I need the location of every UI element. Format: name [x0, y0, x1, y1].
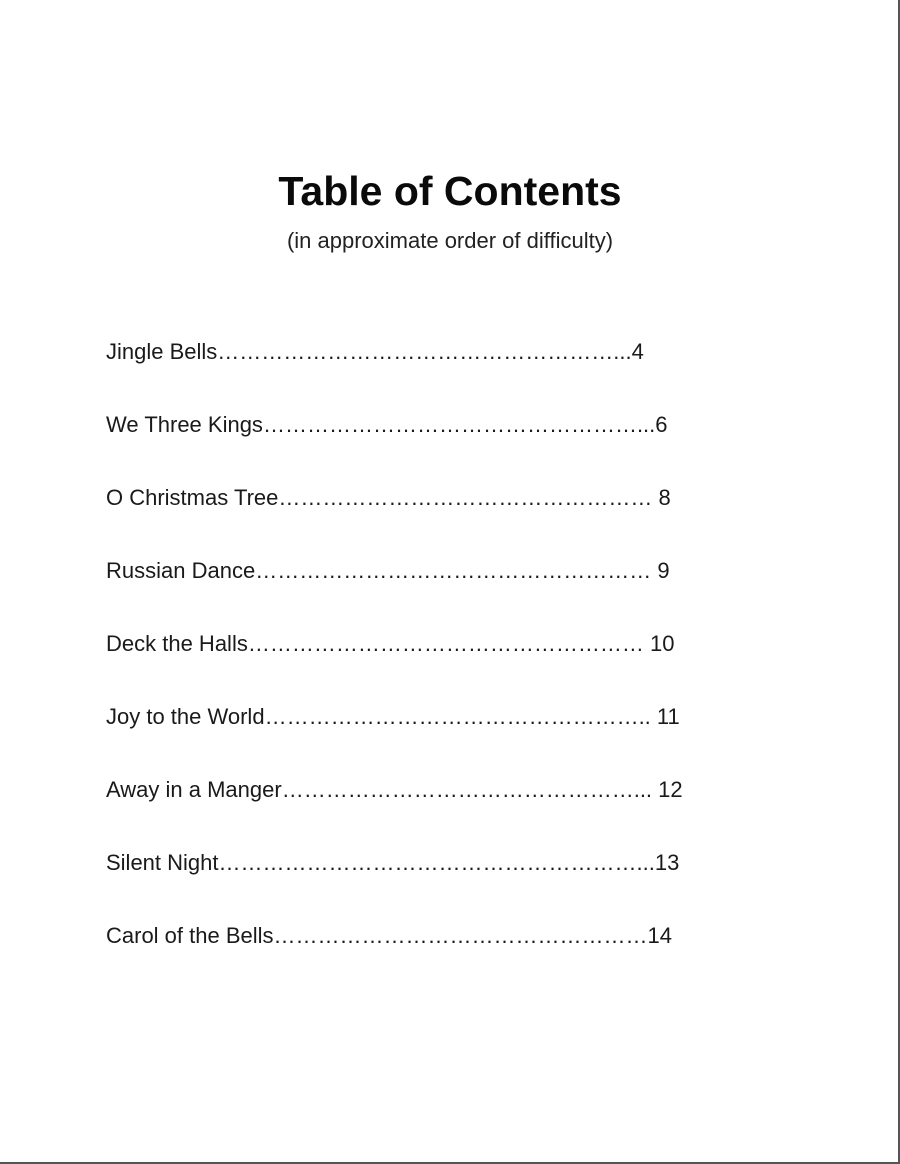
toc-entry-label: Jingle Bells — [106, 339, 218, 364]
toc-entry-page: 12 — [658, 777, 683, 802]
toc-entry — [106, 774, 806, 847]
toc-entry-page: 13 — [654, 850, 680, 875]
toc-entry-leader: ………………………………………………... — [217, 339, 632, 364]
toc-entry-label: Joy to the World — [106, 704, 265, 729]
page-title: Table of Contents — [278, 168, 622, 214]
toc-entry-leader: ……………………………………………… — [255, 558, 658, 583]
toc-entry-leader: …………………………………………………... — [218, 850, 655, 875]
toc-entry-leader: …………………………………………… — [278, 485, 659, 510]
toc-entry-label: Russian Dance — [106, 558, 256, 583]
toc-entry-page: 4 — [631, 339, 644, 364]
toc-entry — [106, 847, 806, 920]
toc-entry-page: 11 — [656, 704, 680, 729]
toc-entry-label: O Christmas Tree — [106, 485, 279, 510]
toc-entry-page: 10 — [649, 631, 675, 656]
toc-entry-leader: …………………………………………... — [281, 777, 659, 802]
toc-entry — [106, 482, 806, 555]
toc-entry-page: 8 — [658, 485, 671, 510]
toc-entry-page: 14 — [647, 923, 673, 948]
toc-entry-label: We Three Kings — [106, 412, 263, 437]
toc-entry — [106, 628, 806, 701]
toc-entry-page: 6 — [655, 412, 668, 437]
toc-entry-label: Away in a Manger — [106, 777, 282, 802]
toc-entry-leader: ……………………………………………… — [247, 631, 650, 656]
toc-entry-label: Carol of the Bells — [106, 923, 274, 948]
toc-entry-leader: ……………………………………………... — [262, 412, 656, 437]
toc-entry — [106, 409, 806, 482]
toc-entry — [106, 701, 806, 774]
toc-entry — [106, 336, 806, 409]
table-of-contents — [106, 336, 806, 993]
toc-entry-label: Deck the Halls — [106, 631, 248, 656]
toc-entry-leader: …………………………………………….. — [264, 704, 657, 729]
toc-entry-page: 9 — [657, 558, 670, 583]
page-subtitle: (in approximate order of difficulty) — [286, 228, 614, 253]
toc-entry — [106, 555, 806, 628]
toc-entry — [106, 920, 806, 993]
toc-entry-label: Silent Night — [106, 850, 219, 875]
toc-entry-leader: …………………………………………… — [273, 923, 648, 948]
